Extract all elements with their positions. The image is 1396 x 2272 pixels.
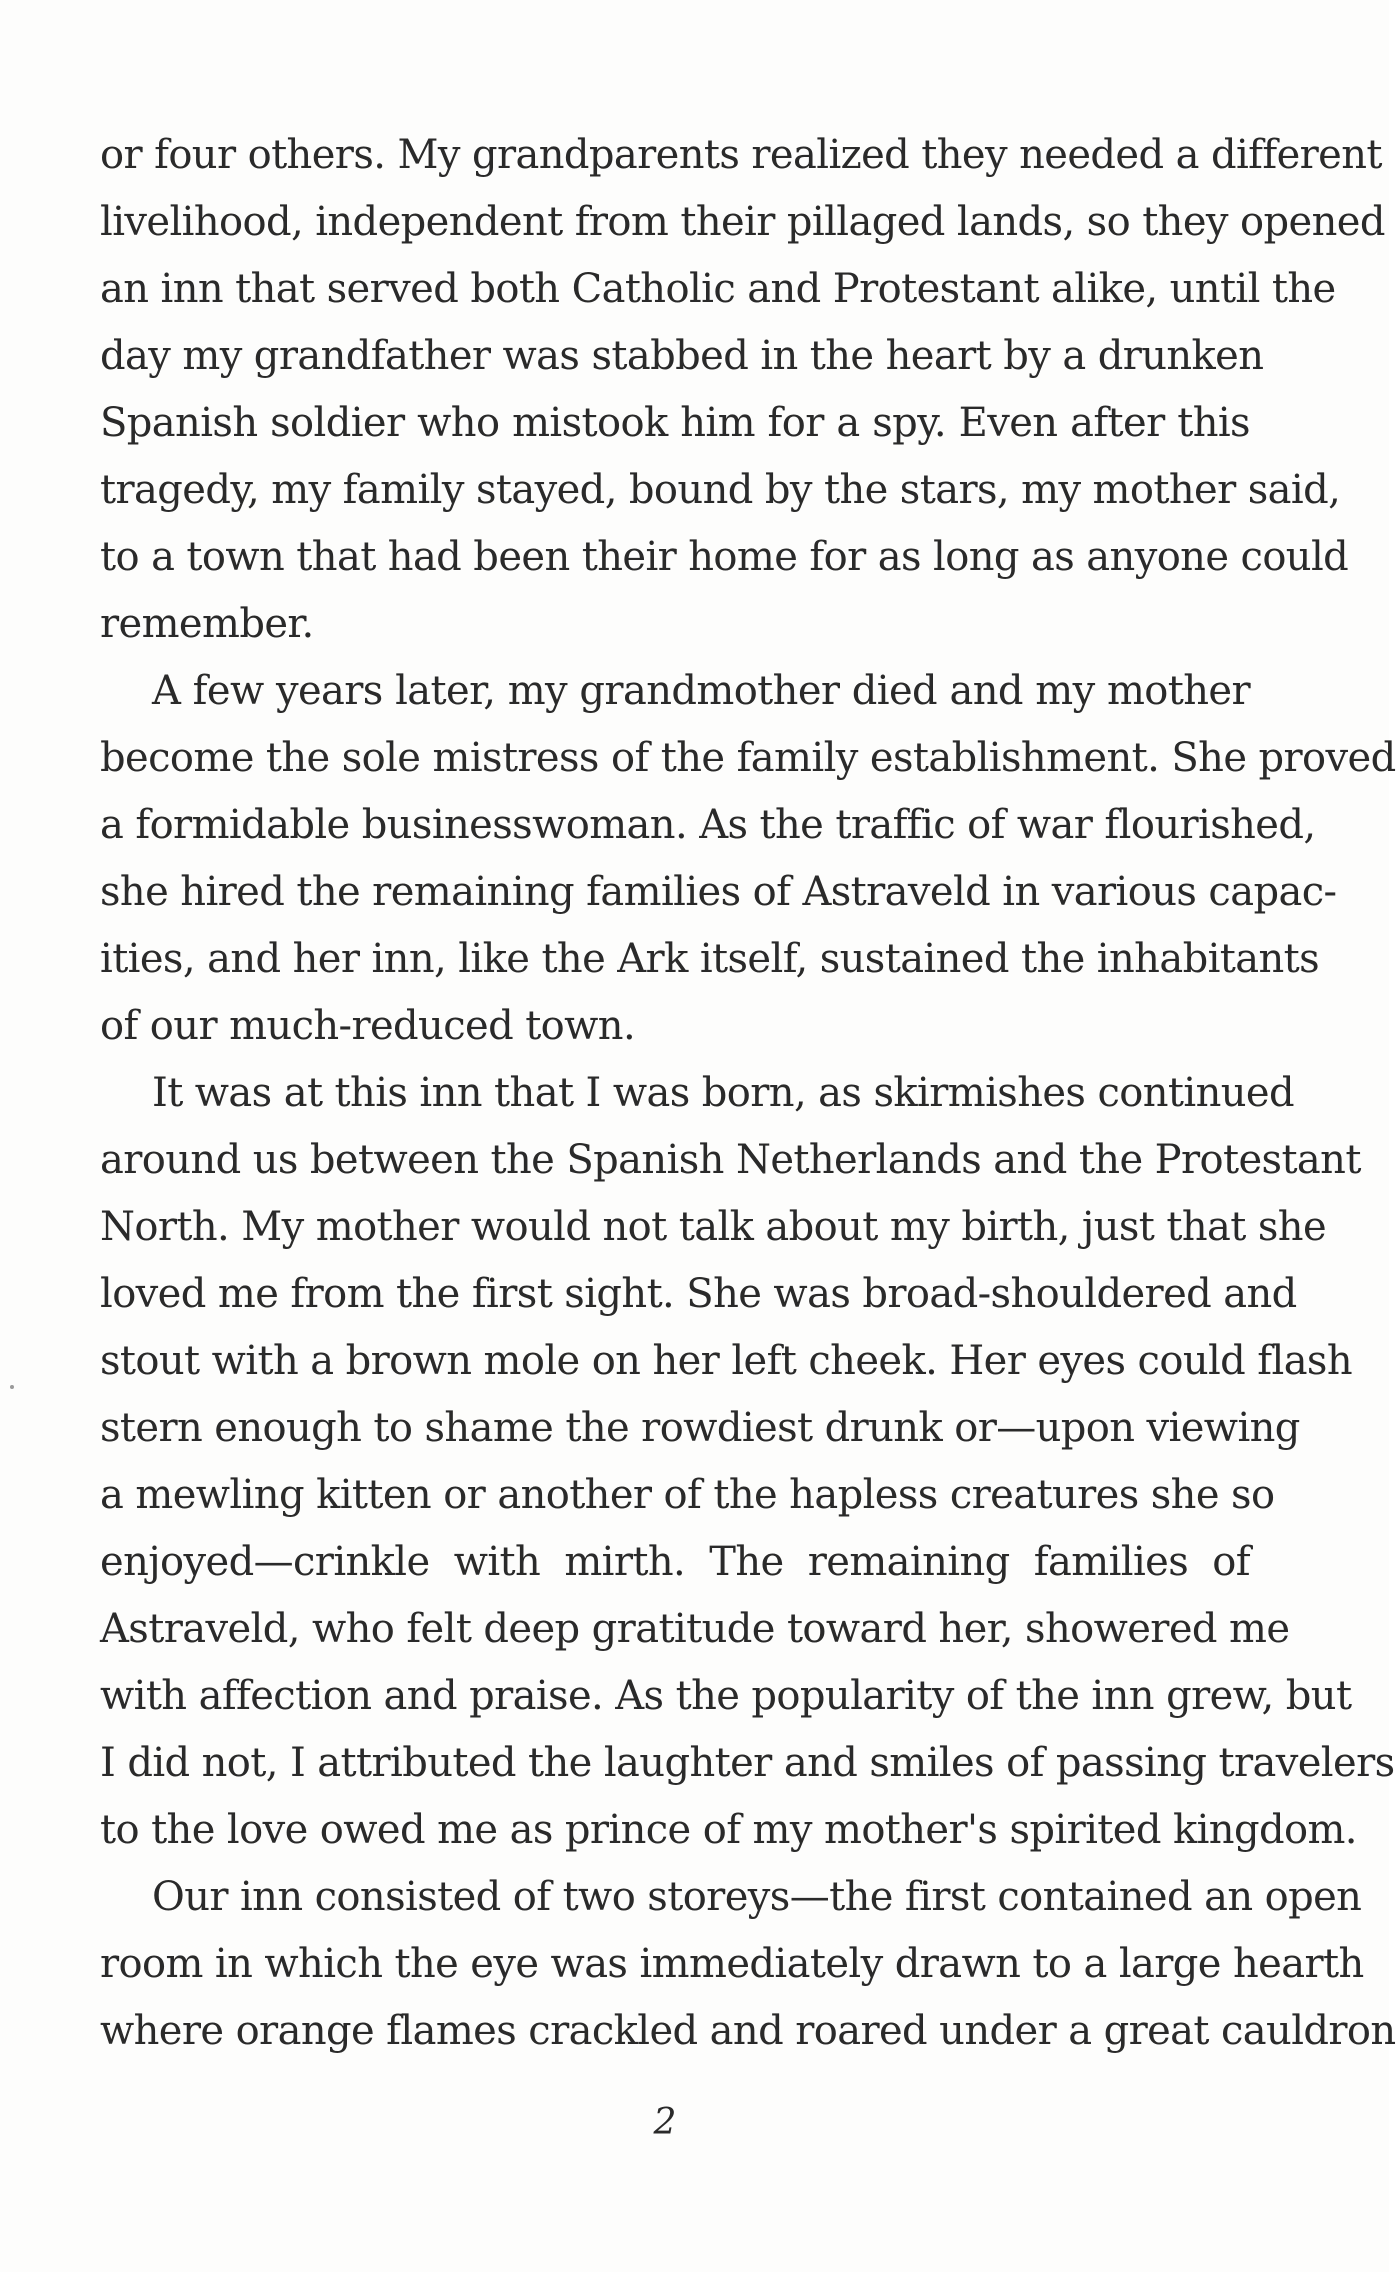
text-line: enjoyed—crinkle with mirth. The remaining families of — [100, 1539, 1250, 1585]
text-line: day my grandfather was stabbed in the heart by a drunken — [100, 333, 1264, 379]
scan-speck — [10, 1385, 14, 1389]
text-line: of our much-reduced town. — [100, 1003, 636, 1049]
text-line: A few years later, my grandmother died and my mother — [152, 668, 1250, 714]
text-line: with affection and praise. As the popularity of the inn grew, but — [100, 1673, 1352, 1719]
text-line: tragedy, my family stayed, bound by the stars, my mother said, — [100, 467, 1341, 513]
text-line: remember. — [100, 601, 314, 647]
text-line: a formidable businesswoman. As the traffic of war flourished, — [100, 802, 1316, 848]
text-line: Spanish soldier who mistook him for a spy. Even after this — [100, 400, 1250, 446]
text-line: livelihood, independent from their pillaged lands, so they opened — [100, 199, 1385, 245]
body-text — [100, 122, 1396, 2065]
text-line: room in which the eye was immediately drawn to a large hearth — [100, 1941, 1364, 1987]
text-line: or four others. My grandparents realized they needed a different — [100, 132, 1382, 178]
text-line: It was at this inn that I was born, as skirmishes continued — [152, 1070, 1294, 1116]
text-line: where orange flames crackled and roared under a great cauldron — [100, 2008, 1396, 2054]
text-line: stern enough to shame the rowdiest drunk or—upon viewing — [100, 1405, 1300, 1451]
text-line: North. My mother would not talk about my birth, just that she — [100, 1204, 1327, 1250]
text-line: to the love owed me as prince of my mother's spirited kingdom. — [100, 1807, 1357, 1853]
text-line: I did not, I attributed the laughter and smiles of passing travelers — [100, 1740, 1395, 1786]
text-line: ities, and her inn, like the Ark itself, sustained the inhabitants — [100, 936, 1320, 982]
text-line: around us between the Spanish Netherlands and the Protestant — [100, 1137, 1361, 1183]
text-line: stout with a brown mole on her left cheek. Her eyes could flash — [100, 1338, 1353, 1384]
text-line: loved me from the first sight. She was broad-shouldered and — [100, 1271, 1297, 1317]
text-line: she hired the remaining families of Astraveld in various capac- — [100, 869, 1337, 915]
text-line: Our inn consisted of two storeys—the first contained an open — [152, 1874, 1362, 1920]
page-number: 2 — [653, 2102, 677, 2143]
text-line: Astraveld, who felt deep gratitude toward her, showered me — [100, 1606, 1290, 1652]
text-line: become the sole mistress of the family establishment. She proved — [100, 735, 1396, 781]
text-line: an inn that served both Catholic and Protestant alike, until the — [100, 266, 1336, 312]
text-line: to a town that had been their home for as long as anyone could — [100, 534, 1349, 580]
text-line: a mewling kitten or another of the hapless creatures she so — [100, 1472, 1275, 1518]
